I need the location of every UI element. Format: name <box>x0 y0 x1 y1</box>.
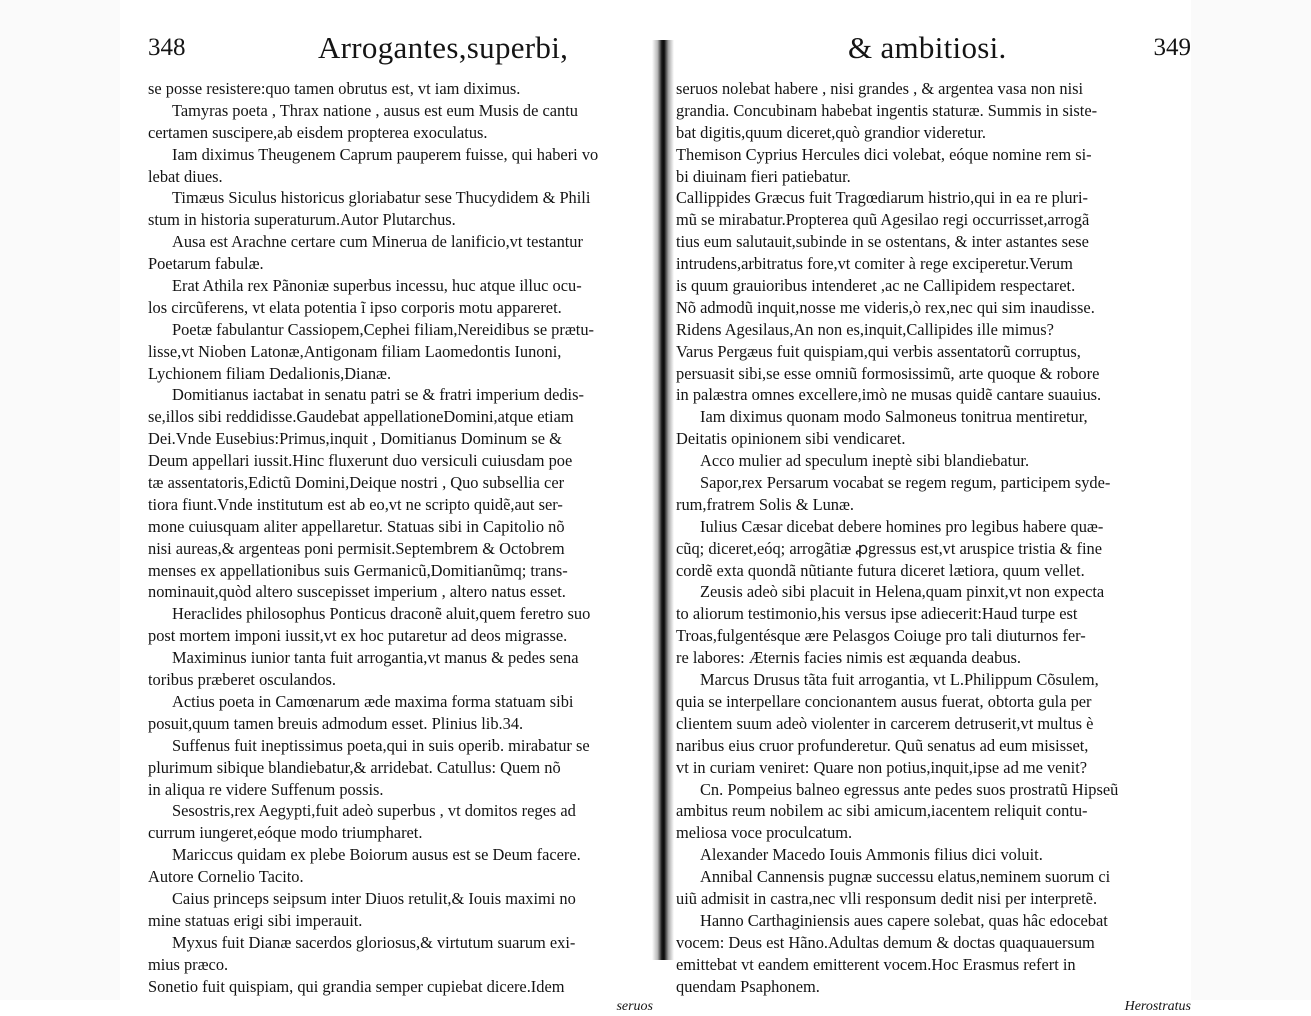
text-line: Deitatis opinionem sibi vendicaret. <box>676 429 906 449</box>
text-line: stum in historia superaturum.Autor Plutarchus. <box>148 210 456 230</box>
text-line: grandia. Concubinam habebat ingentis staturæ. Summis in siste- <box>676 100 1098 120</box>
right-running-head: & ambitiosi. <box>848 30 1007 65</box>
text-line: Ridens Agesilaus,An non es,inquit,Callipides ille mimus? <box>676 319 1054 339</box>
text-line: Tamyras poeta , Thrax natione , ausus est eum Musis de cantu <box>172 100 578 120</box>
text-line: toribus præberet osculandos. <box>148 670 337 690</box>
text-line: se,illos sibi reddidisse.Gaudebat appellationeDomini,atque etiam <box>148 407 574 427</box>
text-line: Cn. Pompeius balneo egressus ante pedes suos prostratũ Hipseũ <box>700 779 1119 799</box>
text-line: Deum appellari iussit.Hinc fluxerunt duo versiculi cuiusdam poe <box>148 451 573 471</box>
text-line: re labores: Æternis facies nimis est æquanda deabus. <box>676 648 1022 668</box>
text-line: Maximinus iunior tanta fuit arrogantia,vt manus & pedes sena <box>172 648 579 668</box>
text-line: seruos nolebat habere , nisi grandes , & argentea vasa non nisi <box>676 79 1084 98</box>
text-line: uiũ admisit in castra,nec vlli responsum dedit nisi per interpretẽ. <box>676 888 1098 908</box>
text-line: tæ assentatoris,Edictũ Domini,Deique nostri , Quo subsellia cer <box>148 473 565 493</box>
left-page-header <box>148 30 653 78</box>
text-line: Iam diximus quonam modo Salmoneus tonitrua mentiretur, <box>700 407 1088 427</box>
text-line: Themison Cyprius Hercules dici volebat, eóque nomine rem si- <box>676 144 1092 164</box>
text-line: Sesostris,rex Aegypti,fuit adeò superbus , vt domitos reges ad <box>172 801 576 821</box>
text-line: Ausa est Arachne certare cum Minerua de lanificio,vt testantur <box>172 232 583 252</box>
left-running-head: Arrogantes,superbi, <box>318 30 569 65</box>
text-line: vt in curiam veniret: Quare non potius,inquit,ipse ad me venit? <box>676 757 1088 777</box>
right-catchword: Herostratus <box>1124 999 1191 1015</box>
right-page-body <box>676 78 1191 997</box>
text-line: intrudens,arbitratus fore,vt comiter à rege exciperetur.Verum <box>676 254 1073 274</box>
text-line: bat digitis,quum diceret,quò grandior videretur. <box>676 122 986 142</box>
text-line: plurimum sibique blandiebatur,& arridebat. Catullus: Quem nõ <box>148 757 561 777</box>
text-line: Sonetio fuit quispiam, qui grandia semper cupiebat dicere.Idem <box>148 976 565 996</box>
text-line: Alexander Macedo Iouis Ammonis filius dici voluit. <box>700 845 1043 865</box>
text-line: se posse resistere:quo tamen obrutus est, vt iam diximus. <box>148 79 521 98</box>
left-page-body <box>148 78 653 997</box>
right-page <box>676 30 1191 1016</box>
text-line: Suffenus fuit ineptissimus poeta,qui in suis operib. mirabatur se <box>172 735 590 755</box>
text-line: Heraclides philosophus Ponticus draconẽ aluit,quem feretro suo <box>172 604 591 624</box>
right-page-margin <box>1191 0 1311 1000</box>
text-line: in aliqua re videre Suffenum possis. <box>148 779 384 799</box>
text-line: Actius poeta in Camœnarum æde maxima forma statuam sibi <box>172 691 574 711</box>
text-line: Erat Athila rex Pãnoniæ superbus incessu, huc atque illuc ocu- <box>172 276 582 296</box>
text-line: cordẽ exta quondã nũtiante futura diceret lætiora, quum vellet. <box>676 560 1085 580</box>
text-line: Lychionem filiam Dedalionis,Dianæ. <box>148 363 392 383</box>
right-page-header <box>676 30 1191 78</box>
text-line: menses ex appellationibus suis Germanicũ,Domitianũmq; trans- <box>148 560 568 580</box>
text-line: ambitus reum nobilem ac sibi amicum,iacentem reliquit contu- <box>676 801 1088 821</box>
text-line: mius præco. <box>148 954 229 974</box>
binding-gutter <box>652 40 674 960</box>
text-line: rum,fratrem Solis & Lunæ. <box>676 494 855 514</box>
text-line: mũ se mirabatur.Propterea quũ Agesilao regi occurrisset,arrogã <box>676 210 1090 230</box>
text-line: Zeusis adeò sibi placuit in Helena,quam pinxit,vt non expecta <box>700 582 1105 602</box>
text-line: quendam Psaphonem. <box>676 976 820 996</box>
text-line: in palæstra omnes excellere,imò ne musas quidẽ cantare suauius. <box>676 385 1102 405</box>
right-page-number: 349 <box>1153 34 1191 61</box>
text-line: bi diuinam fieri patiebatur. <box>676 166 851 186</box>
text-line: Acco mulier ad speculum ineptè sibi blandiebatur. <box>700 451 1030 471</box>
text-line: posuit,quum tamen breuis admodum esset. Plinius lib.34. <box>148 713 524 733</box>
text-line: nisi aureas,& argenteas poni permisit.Septembrem & Octobrem <box>148 538 565 558</box>
text-line: Troas,fulgentésque ære Pelasgos Coiuge pro tali diuturnos fer- <box>676 626 1086 646</box>
text-line: naribus eius cruor profunderetur. Quũ senatus ad eum misisset, <box>676 735 1089 755</box>
left-catchword: seruos <box>616 999 653 1015</box>
text-line: Nõ admodũ inquit,nosse me videris,ò rex,nec qui sim inaudisse. <box>676 297 1095 317</box>
text-line: Dei.Vnde Eusebius:Primus,inquit , Domitianus Dominum se & <box>148 429 562 449</box>
text-line: Caius princeps seipsum inter Diuos retulit,& Iouis maximi no <box>172 888 576 908</box>
text-line: mone cuiusquam aliter appellaretur. Statuas sibi in Capitolio nõ <box>148 516 565 536</box>
text-line: meliosa voce proculcatum. <box>676 823 853 843</box>
text-line: emittebat vt eandem emitterent vocem.Hoc Erasmus refert in <box>676 954 1076 974</box>
text-line: Timæus Siculus historicus gloriabatur sese Thucydidem & Phili <box>172 188 591 208</box>
text-line: Autore Cornelio Tacito. <box>148 867 304 887</box>
text-line: Varus Pergæus fuit quispiam,qui verbis assentatorũ corruptus, <box>676 341 1081 361</box>
text-line: vocem: Deus est Hãno.Adultas demum & doctas quaquauersum <box>676 932 1095 952</box>
text-line: Myxus fuit Dianæ sacerdos gloriosus,& virtutum suarum exi- <box>172 932 576 952</box>
text-line: to aliorum testimonio,his versus ipse adiecerit:Haud turpe est <box>676 604 1078 624</box>
text-line: mine statuas erigi sibi imperauit. <box>148 910 363 930</box>
text-line: lisse,vt Nioben Latonæ,Antigonam filiam Laomedontis Iunoni, <box>148 341 562 361</box>
left-page-number: 348 <box>148 34 186 61</box>
text-line: quia se interpellare concionantem ausus fuerat, obtorta gula per <box>676 691 1092 711</box>
text-line: Mariccus quidam ex plebe Boiorum ausus est se Deum facere. <box>172 845 581 865</box>
text-line: cũq; diceret,eóq; arrogãtiæ ꝓgressus est,vt aruspice tristia & fine <box>676 538 1102 558</box>
text-line: clientem suum adeò violenter in carcerem detruserit,vt multus è <box>676 713 1094 733</box>
text-line: tiora fiunt.Vnde institutum est ab eo,vt ne scripto quidẽ,aut ser- <box>148 494 563 514</box>
text-line: Iulius Cæsar dicebat debere homines pro legibus habere quæ- <box>700 516 1104 536</box>
text-line: lebat diues. <box>148 166 223 186</box>
left-page-margin <box>0 0 120 1000</box>
text-line: Annibal Cannensis pugnæ successu elatus,neminem suorum ci <box>700 867 1111 887</box>
text-line: tius eum salutauit,subinde in se ostentans, & inter astantes sese <box>676 232 1089 252</box>
text-line: post mortem imponi iussit,vt ex hoc putaretur ad deos migrasse. <box>148 626 568 646</box>
text-line: Hanno Carthaginiensis aues capere solebat, quas hâc edocebat <box>700 910 1108 930</box>
text-line: certamen suscipere,ab eisdem propterea exoculatus. <box>148 122 488 142</box>
text-line: Sapor,rex Persarum vocabat se regem regum, participem syde- <box>700 473 1111 493</box>
text-line: Poetæ fabulantur Cassiopem,Cephei filiam,Nereidibus se prætu- <box>172 319 594 339</box>
text-line: Domitianus iactabat in senatu patri se & fratri imperium dedis- <box>172 385 584 405</box>
text-line: currum iungeret,eóque modo triumpharet. <box>148 823 423 843</box>
text-line: Iam diximus Theugenem Caprum pauperem fuisse, qui haberi vo <box>172 144 599 164</box>
text-line: Poetarum fabulæ. <box>148 254 264 274</box>
left-page <box>148 30 653 1016</box>
text-line: Callippides Græcus fuit Tragœdiarum histrio,qui in ea re pluri- <box>676 188 1088 208</box>
text-line: nominauit,quòd altero suscepisset imperium , altero natus esset. <box>148 582 566 602</box>
text-line: Marcus Drusus tãta fuit arrogantia, vt L.Philippum Cõsulem, <box>700 670 1099 690</box>
text-line: is quum grauioribus intenderet ,ac ne Callipidem respectaret. <box>676 276 1076 296</box>
text-line: los circũferens, vt elata potentia ĩ ipso corporis motu appareret. <box>148 297 562 317</box>
text-line: persuasit sibi,se esse omniũ formosissimũ, arte quoque & robore <box>676 363 1100 383</box>
